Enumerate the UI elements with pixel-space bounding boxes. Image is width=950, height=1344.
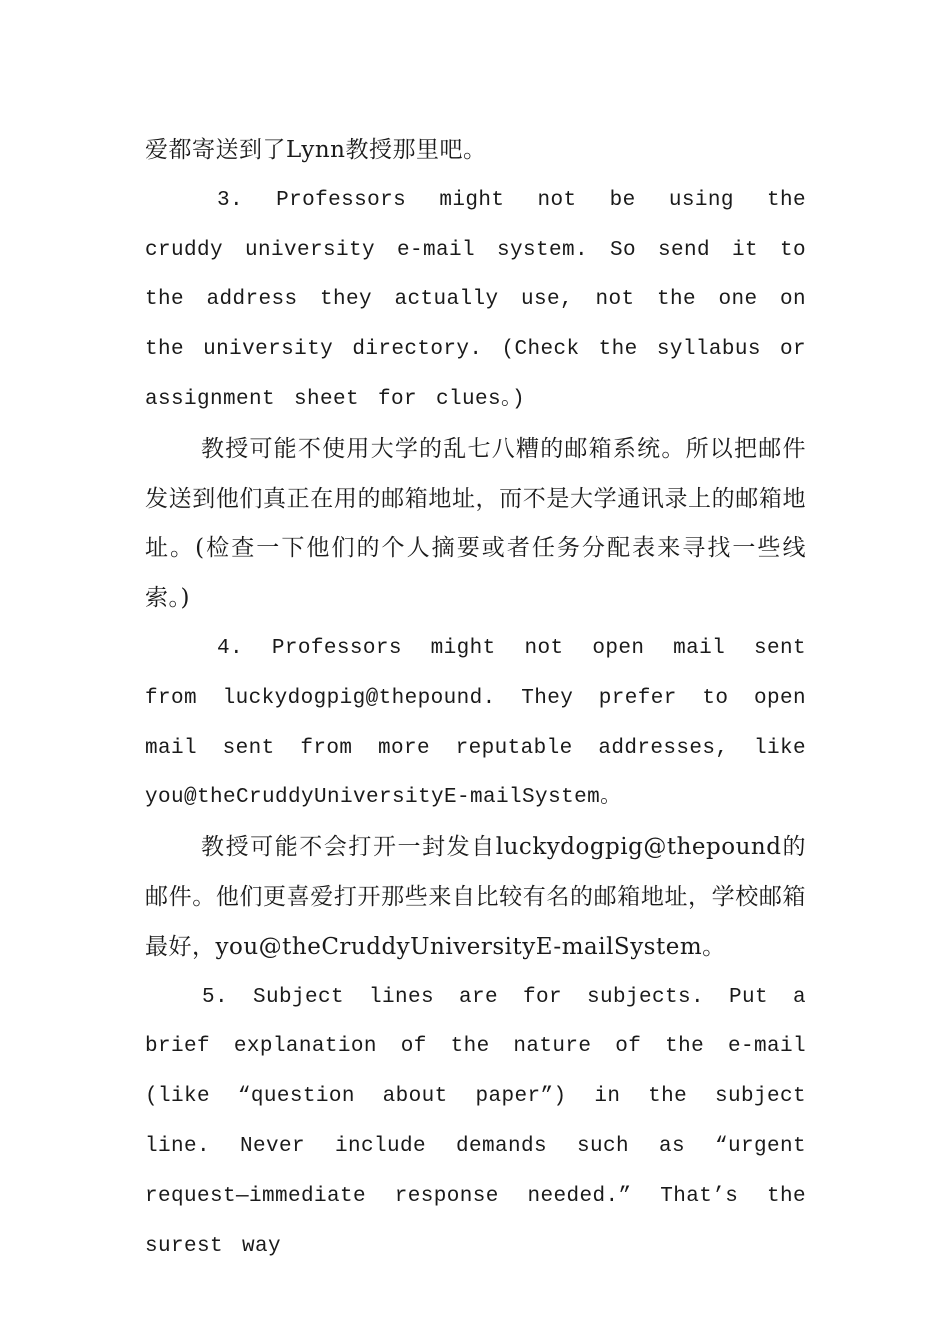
- paragraph-item-5-en: 5. Subject lines are for subjects. Put a brief explanation of the nature of the e-mail (like “question about paper”) in the subject line. Never include demands such as “urgent request—immediate response needed.” That’s the surest way: [145, 985, 806, 1258]
- paragraph-item-3-zh: 教授可能不使用大学的乱七八糟的邮箱系统。所以把邮件发送到他们真正在用的邮箱地址，而不是大学通讯录上的邮箱地址。(检查一下他们的个人摘要或者任务分配表来寻找一些线索。): [145, 435, 806, 612]
- paragraph-item-3-en: 3. Professors might not be using the cruddy university e-mail system. So send it to the address they actually use, not the one on the university directory. (Check the syllabus or assignment sheet for clues。): [145, 188, 806, 411]
- paragraph-item-4-zh: 教授可能不会打开一封发自luckydogpig@thepound的邮件。他们更喜爱打开那些来自比较有名的邮箱地址，学校邮箱最好，you@theCruddyUniversityE-mailSystem。: [145, 834, 806, 960]
- document-body: [145, 126, 806, 1271]
- paragraph-continuation-zh: 爱都寄送到了Lynn教授那里吧。: [145, 137, 487, 163]
- paragraph-item-4-en: 4. Professors might not open mail sent from luckydogpig@thepound. They prefer to open mail sent from more reputable addresses, like you@theCruddyUniversityE-mailSystem。: [145, 636, 806, 810]
